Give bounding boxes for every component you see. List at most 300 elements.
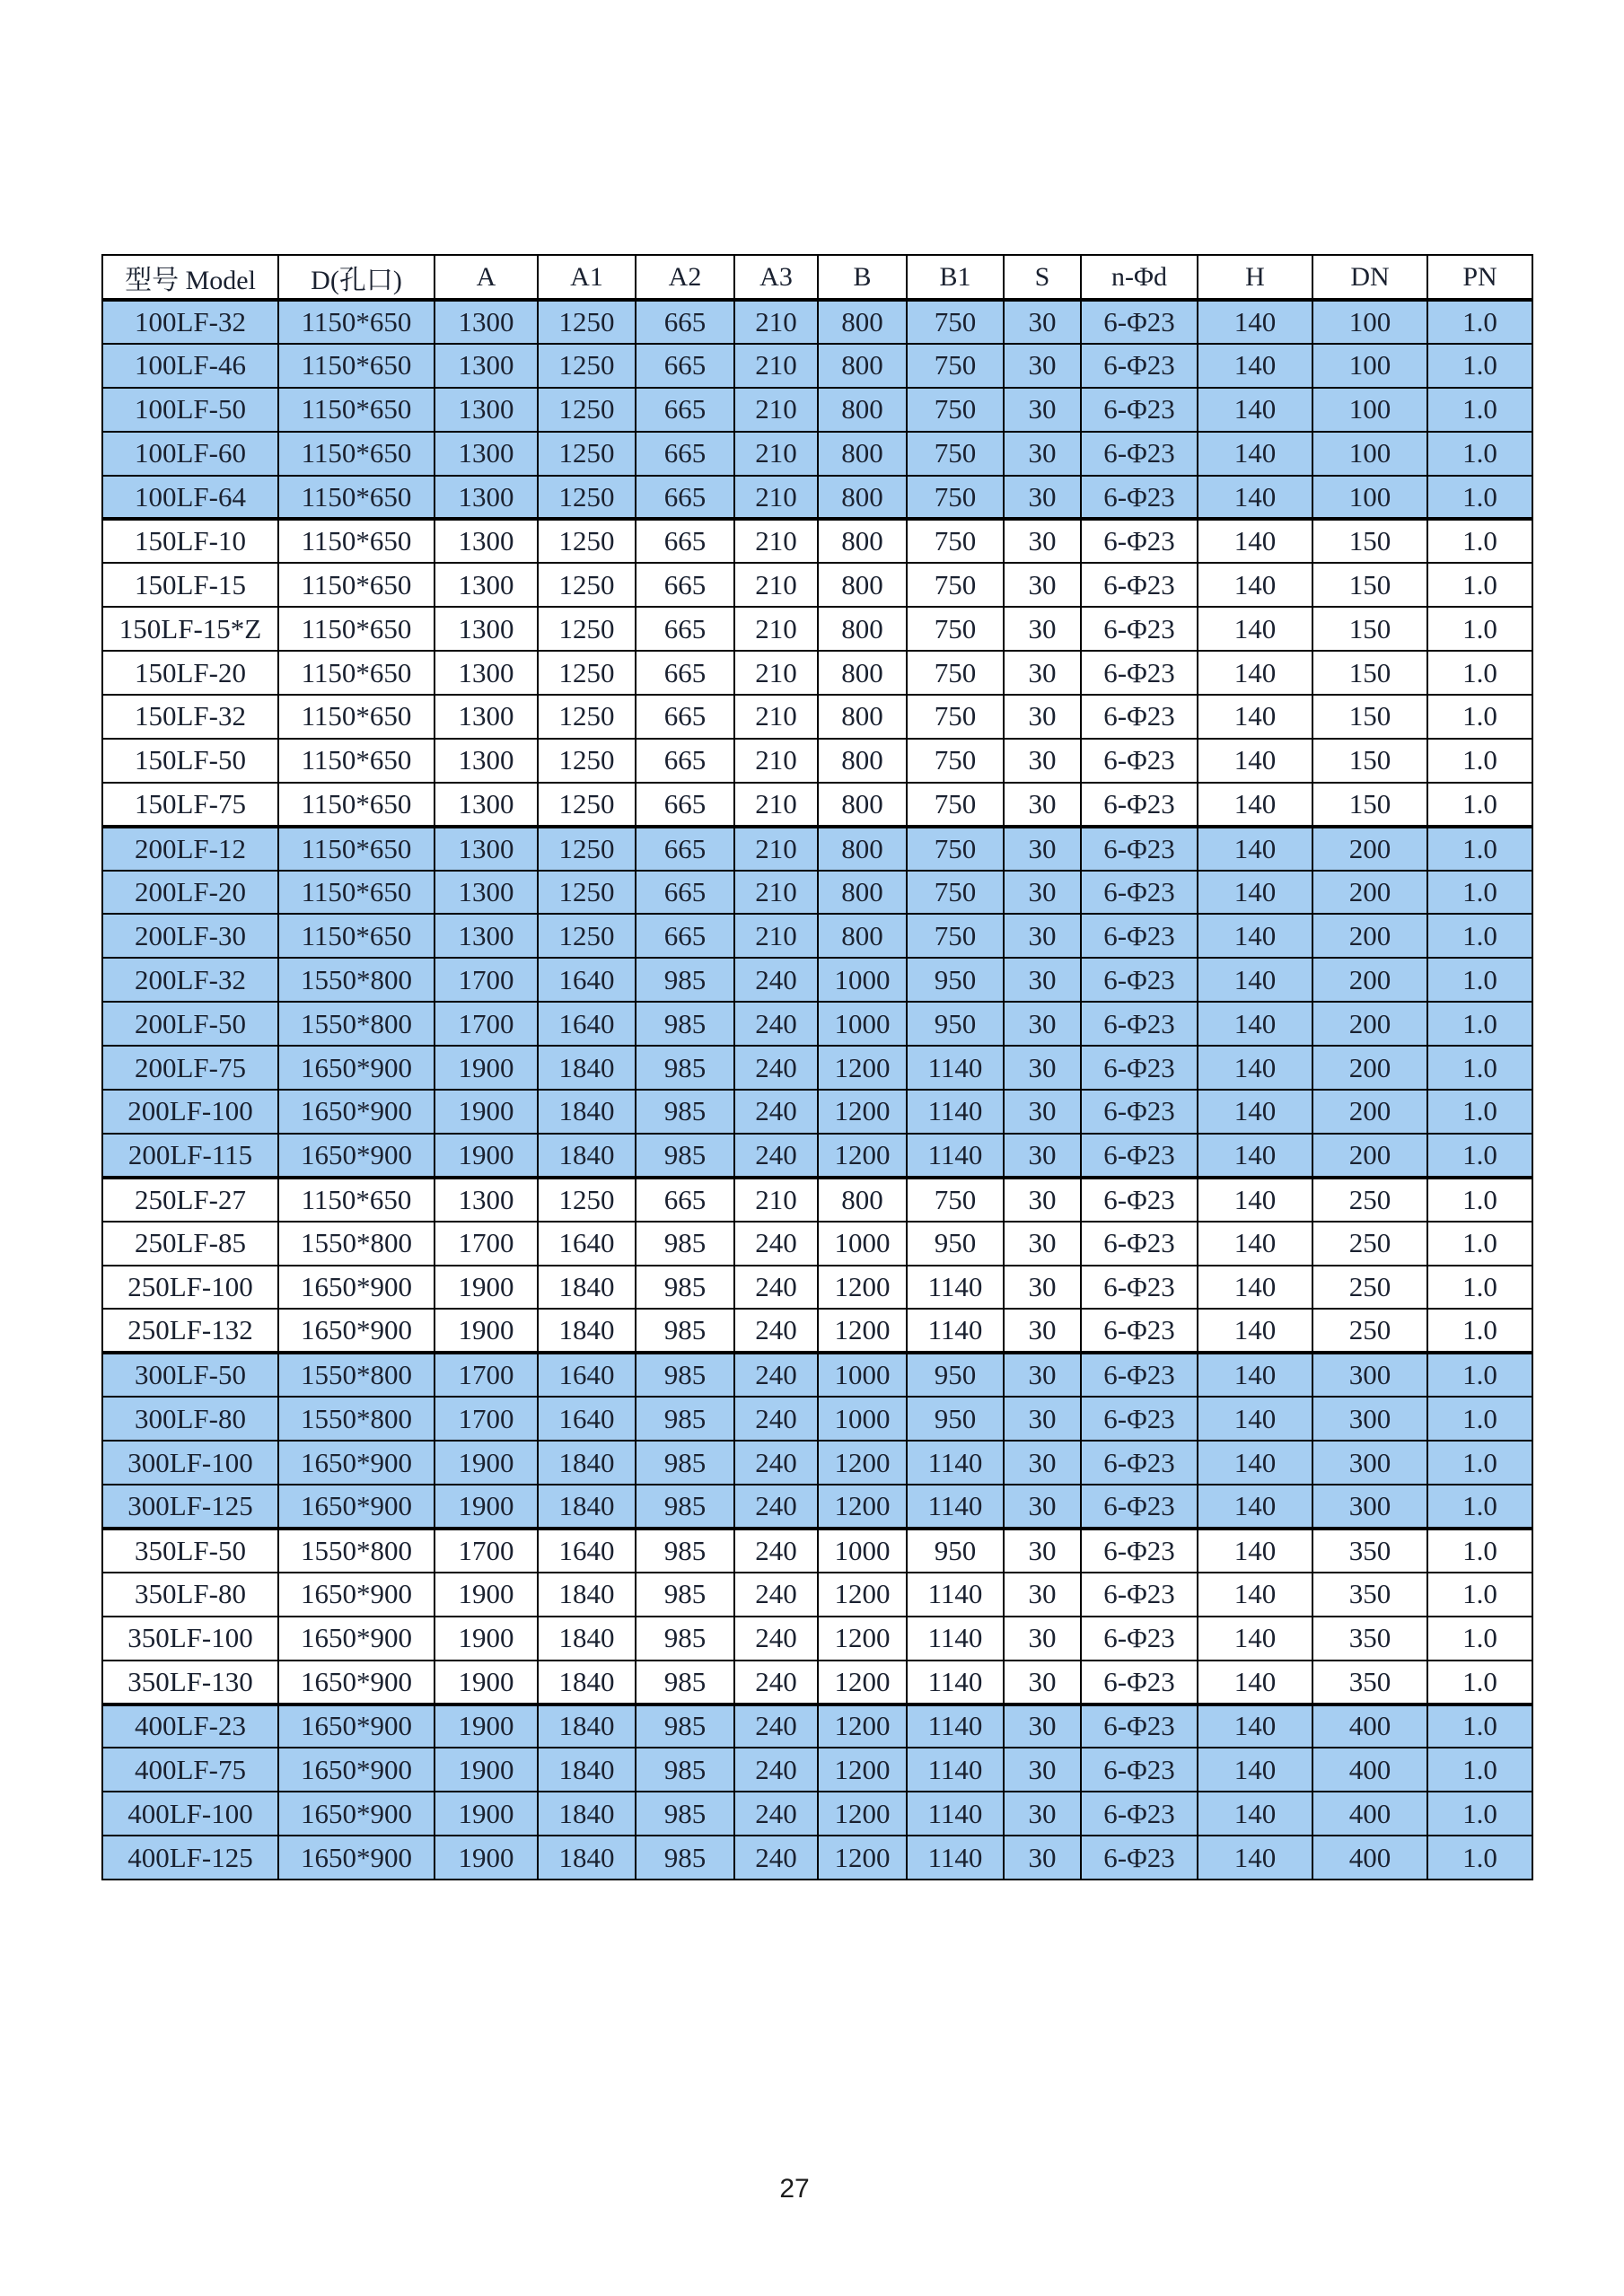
table-row: [102, 607, 1532, 651]
table-cell: 150: [1312, 651, 1427, 695]
model-cell: 250LF-132: [102, 1309, 278, 1353]
table-cell: 750: [907, 519, 1004, 563]
header-cell: A1: [538, 255, 636, 300]
table-cell: 1150*650: [278, 432, 435, 476]
table-cell: 1250: [538, 344, 636, 388]
table-cell: 140: [1198, 1617, 1312, 1661]
table-cell: 6-Φ23: [1081, 1485, 1198, 1529]
model-cell: 100LF-64: [102, 476, 278, 520]
table-cell: 800: [818, 607, 907, 651]
table-cell: 800: [818, 1178, 907, 1222]
table-cell: 1200: [818, 1485, 907, 1529]
table-cell: 800: [818, 651, 907, 695]
table-cell: 140: [1198, 1002, 1312, 1046]
table-cell: 140: [1198, 1178, 1312, 1222]
table-cell: 1200: [818, 1134, 907, 1178]
table-cell: 1650*900: [278, 1836, 435, 1880]
table-cell: 665: [636, 344, 734, 388]
model-cell: 100LF-50: [102, 388, 278, 432]
table-cell: 1900: [435, 1046, 538, 1090]
table-cell: 1200: [818, 1309, 907, 1353]
table-cell: 140: [1198, 1485, 1312, 1529]
table-cell: 100: [1312, 344, 1427, 388]
table-cell: 1.0: [1427, 1836, 1532, 1880]
table-cell: 1150*650: [278, 563, 435, 607]
table-cell: 1900: [435, 1617, 538, 1661]
model-cell: 200LF-50: [102, 1002, 278, 1046]
table-cell: 1250: [538, 432, 636, 476]
table-cell: 1140: [907, 1134, 1004, 1178]
table-row: [102, 1266, 1532, 1310]
table-cell: 1150*650: [278, 651, 435, 695]
table-cell: 1900: [435, 1441, 538, 1485]
table-cell: 30: [1004, 1573, 1081, 1617]
table-cell: 6-Φ23: [1081, 1353, 1198, 1397]
table-cell: 140: [1198, 1661, 1312, 1704]
table-cell: 1650*900: [278, 1046, 435, 1090]
table-cell: 750: [907, 563, 1004, 607]
table-cell: 240: [734, 1661, 818, 1704]
model-cell: 200LF-20: [102, 871, 278, 915]
table-cell: 1700: [435, 1397, 538, 1441]
model-cell: 300LF-100: [102, 1441, 278, 1485]
table-cell: 300: [1312, 1353, 1427, 1397]
header-cell: H: [1198, 255, 1312, 300]
table-cell: 985: [636, 1002, 734, 1046]
table-cell: 1840: [538, 1836, 636, 1880]
table-cell: 240: [734, 1704, 818, 1748]
table-cell: 1640: [538, 1353, 636, 1397]
table-cell: 140: [1198, 783, 1312, 827]
table-cell: 1300: [435, 476, 538, 520]
table-cell: 150: [1312, 695, 1427, 739]
table-cell: 1150*650: [278, 607, 435, 651]
table-row: [102, 958, 1532, 1002]
table-cell: 1650*900: [278, 1266, 435, 1310]
table-cell: 210: [734, 783, 818, 827]
table-cell: 1.0: [1427, 783, 1532, 827]
model-cell: 200LF-75: [102, 1046, 278, 1090]
table-cell: 1300: [435, 344, 538, 388]
table-row: [102, 871, 1532, 915]
table-cell: 1250: [538, 783, 636, 827]
model-cell: 300LF-80: [102, 1397, 278, 1441]
table-cell: 1550*800: [278, 1353, 435, 1397]
table-cell: 1.0: [1427, 1792, 1532, 1836]
table-cell: 1200: [818, 1266, 907, 1310]
table-cell: 665: [636, 563, 734, 607]
table-cell: 240: [734, 1441, 818, 1485]
table-cell: 140: [1198, 1441, 1312, 1485]
table-cell: 1300: [435, 651, 538, 695]
table-cell: 1300: [435, 300, 538, 344]
table-cell: 6-Φ23: [1081, 1661, 1198, 1704]
table-cell: 750: [907, 651, 1004, 695]
table-cell: 1140: [907, 1704, 1004, 1748]
table-cell: 1900: [435, 1266, 538, 1310]
table-cell: 30: [1004, 1529, 1081, 1573]
table-cell: 1.0: [1427, 1617, 1532, 1661]
table-cell: 1000: [818, 1397, 907, 1441]
table-cell: 1700: [435, 1222, 538, 1266]
table-cell: 1.0: [1427, 1748, 1532, 1792]
table-cell: 1300: [435, 607, 538, 651]
table-cell: 30: [1004, 1178, 1081, 1222]
table-cell: 1.0: [1427, 1090, 1532, 1134]
table-cell: 6-Φ23: [1081, 1836, 1198, 1880]
table-cell: 400: [1312, 1704, 1427, 1748]
table-row: [102, 1485, 1532, 1529]
table-cell: 1250: [538, 607, 636, 651]
table-cell: 985: [636, 1704, 734, 1748]
table-cell: 1140: [907, 1090, 1004, 1134]
table-cell: 1250: [538, 871, 636, 915]
table-row: [102, 519, 1532, 563]
table-cell: 750: [907, 739, 1004, 783]
table-cell: 1.0: [1427, 344, 1532, 388]
table-cell: 100: [1312, 300, 1427, 344]
table-cell: 6-Φ23: [1081, 607, 1198, 651]
table-cell: 140: [1198, 607, 1312, 651]
table-row: [102, 1661, 1532, 1704]
table-cell: 210: [734, 871, 818, 915]
table-cell: 1.0: [1427, 1046, 1532, 1090]
table-cell: 1.0: [1427, 1397, 1532, 1441]
model-cell: 350LF-80: [102, 1573, 278, 1617]
table-cell: 250: [1312, 1266, 1427, 1310]
table-cell: 30: [1004, 1748, 1081, 1792]
table-cell: 140: [1198, 1309, 1312, 1353]
table-cell: 1140: [907, 1573, 1004, 1617]
table-row: [102, 300, 1532, 344]
table-cell: 100: [1312, 476, 1427, 520]
table-cell: 800: [818, 695, 907, 739]
table-row: [102, 1002, 1532, 1046]
table-cell: 1.0: [1427, 1704, 1532, 1748]
table-cell: 140: [1198, 476, 1312, 520]
table-cell: 140: [1198, 695, 1312, 739]
table-cell: 140: [1198, 300, 1312, 344]
table-cell: 1150*650: [278, 739, 435, 783]
table-cell: 750: [907, 914, 1004, 958]
table-cell: 210: [734, 827, 818, 871]
table-cell: 1150*650: [278, 827, 435, 871]
model-cell: 250LF-100: [102, 1266, 278, 1310]
table-cell: 1200: [818, 1704, 907, 1748]
table-cell: 140: [1198, 827, 1312, 871]
table-cell: 750: [907, 783, 1004, 827]
table-cell: 1250: [538, 300, 636, 344]
model-cell: 400LF-23: [102, 1704, 278, 1748]
table-cell: 985: [636, 1617, 734, 1661]
table-cell: 140: [1198, 1090, 1312, 1134]
header-cell: DN: [1312, 255, 1427, 300]
table-cell: 30: [1004, 607, 1081, 651]
table-cell: 140: [1198, 1266, 1312, 1310]
table-row: [102, 1617, 1532, 1661]
table-cell: 1140: [907, 1617, 1004, 1661]
table-cell: 30: [1004, 476, 1081, 520]
table-cell: 400: [1312, 1836, 1427, 1880]
table-cell: 985: [636, 1792, 734, 1836]
table-cell: 140: [1198, 1397, 1312, 1441]
table-cell: 1200: [818, 1090, 907, 1134]
table-cell: 1900: [435, 1309, 538, 1353]
table-cell: 140: [1198, 432, 1312, 476]
table-cell: 210: [734, 607, 818, 651]
table-cell: 750: [907, 871, 1004, 915]
table-cell: 665: [636, 476, 734, 520]
table-row: [102, 1046, 1532, 1090]
model-cell: 150LF-15: [102, 563, 278, 607]
table-cell: 30: [1004, 300, 1081, 344]
table-cell: 1300: [435, 739, 538, 783]
table-cell: 1250: [538, 695, 636, 739]
table-cell: 1840: [538, 1661, 636, 1704]
table-cell: 6-Φ23: [1081, 432, 1198, 476]
model-cell: 200LF-30: [102, 914, 278, 958]
spec-table: [101, 254, 1533, 1880]
table-cell: 6-Φ23: [1081, 1529, 1198, 1573]
table-cell: 210: [734, 344, 818, 388]
table-cell: 750: [907, 695, 1004, 739]
table-cell: 1200: [818, 1836, 907, 1880]
table-cell: 800: [818, 388, 907, 432]
table-cell: 400: [1312, 1792, 1427, 1836]
model-cell: 200LF-12: [102, 827, 278, 871]
table-cell: 1200: [818, 1046, 907, 1090]
table-cell: 1650*900: [278, 1441, 435, 1485]
table-cell: 1150*650: [278, 695, 435, 739]
model-cell: 200LF-32: [102, 958, 278, 1002]
table-cell: 1140: [907, 1748, 1004, 1792]
table-cell: 200: [1312, 1134, 1427, 1178]
table-cell: 1640: [538, 1397, 636, 1441]
header-cell: 型号 Model: [102, 255, 278, 300]
table-cell: 300: [1312, 1441, 1427, 1485]
table-row: [102, 739, 1532, 783]
table-cell: 665: [636, 388, 734, 432]
table-cell: 30: [1004, 1485, 1081, 1529]
table-cell: 1140: [907, 1309, 1004, 1353]
table-cell: 30: [1004, 914, 1081, 958]
table-cell: 800: [818, 344, 907, 388]
table-cell: 6-Φ23: [1081, 871, 1198, 915]
table-cell: 240: [734, 1792, 818, 1836]
table-cell: 1140: [907, 1792, 1004, 1836]
table-cell: 6-Φ23: [1081, 1134, 1198, 1178]
table-cell: 985: [636, 1573, 734, 1617]
table-row: [102, 1397, 1532, 1441]
table-cell: 1650*900: [278, 1792, 435, 1836]
table-cell: 30: [1004, 783, 1081, 827]
table-cell: 665: [636, 739, 734, 783]
table-cell: 985: [636, 1090, 734, 1134]
table-cell: 140: [1198, 914, 1312, 958]
table-cell: 985: [636, 1266, 734, 1310]
table-cell: 1.0: [1427, 1529, 1532, 1573]
table-cell: 1900: [435, 1836, 538, 1880]
table-cell: 985: [636, 1748, 734, 1792]
table-cell: 1140: [907, 1441, 1004, 1485]
table-cell: 1840: [538, 1485, 636, 1529]
table-cell: 30: [1004, 651, 1081, 695]
table-cell: 210: [734, 739, 818, 783]
table-cell: 6-Φ23: [1081, 1046, 1198, 1090]
table-row: [102, 1573, 1532, 1617]
table-cell: 140: [1198, 1704, 1312, 1748]
table-cell: 30: [1004, 1441, 1081, 1485]
table-cell: 30: [1004, 958, 1081, 1002]
table-cell: 6-Φ23: [1081, 1397, 1198, 1441]
table-cell: 30: [1004, 1222, 1081, 1266]
table-cell: 30: [1004, 739, 1081, 783]
model-cell: 300LF-50: [102, 1353, 278, 1397]
table-row: [102, 563, 1532, 607]
table-cell: 240: [734, 1397, 818, 1441]
model-cell: 300LF-125: [102, 1485, 278, 1529]
table-row: [102, 1704, 1532, 1748]
table-cell: 1.0: [1427, 476, 1532, 520]
table-cell: 140: [1198, 1134, 1312, 1178]
table-cell: 1140: [907, 1046, 1004, 1090]
table-cell: 1150*650: [278, 476, 435, 520]
table-cell: 1700: [435, 1002, 538, 1046]
table-cell: 1640: [538, 1002, 636, 1046]
table-cell: 665: [636, 914, 734, 958]
table-cell: 1.0: [1427, 1002, 1532, 1046]
table-cell: 1840: [538, 1266, 636, 1310]
model-cell: 400LF-125: [102, 1836, 278, 1880]
table-cell: 6-Φ23: [1081, 1178, 1198, 1222]
table-cell: 6-Φ23: [1081, 1441, 1198, 1485]
table-cell: 985: [636, 1485, 734, 1529]
table-cell: 150: [1312, 607, 1427, 651]
table-cell: 140: [1198, 739, 1312, 783]
model-cell: 100LF-60: [102, 432, 278, 476]
header-cell: B: [818, 255, 907, 300]
table-cell: 800: [818, 476, 907, 520]
table-cell: 30: [1004, 1090, 1081, 1134]
table-cell: 750: [907, 607, 1004, 651]
table-cell: 140: [1198, 563, 1312, 607]
table-cell: 1.0: [1427, 1661, 1532, 1704]
table-cell: 1140: [907, 1661, 1004, 1704]
table-cell: 6-Φ23: [1081, 1309, 1198, 1353]
table-cell: 1200: [818, 1661, 907, 1704]
table-cell: 250: [1312, 1222, 1427, 1266]
table-cell: 1150*650: [278, 344, 435, 388]
table-cell: 1.0: [1427, 695, 1532, 739]
table-cell: 750: [907, 344, 1004, 388]
table-cell: 1.0: [1427, 1353, 1532, 1397]
table-cell: 6-Φ23: [1081, 1266, 1198, 1310]
table-cell: 250: [1312, 1178, 1427, 1222]
table-cell: 1900: [435, 1573, 538, 1617]
table-cell: 1550*800: [278, 1397, 435, 1441]
header-cell: A: [435, 255, 538, 300]
table-cell: 240: [734, 1485, 818, 1529]
table-cell: 800: [818, 783, 907, 827]
table-row: [102, 1792, 1532, 1836]
table-row: [102, 1529, 1532, 1573]
table-cell: 1300: [435, 519, 538, 563]
table-cell: 750: [907, 476, 1004, 520]
table-cell: 210: [734, 695, 818, 739]
table-cell: 1.0: [1427, 739, 1532, 783]
table-row: [102, 1353, 1532, 1397]
table-cell: 1900: [435, 1134, 538, 1178]
table-cell: 6-Φ23: [1081, 1090, 1198, 1134]
table-body: [102, 300, 1532, 1880]
table-cell: 100: [1312, 432, 1427, 476]
table-cell: 30: [1004, 1353, 1081, 1397]
table-row: [102, 1836, 1532, 1880]
table-cell: 1300: [435, 914, 538, 958]
table-cell: 1300: [435, 695, 538, 739]
model-cell: 250LF-85: [102, 1222, 278, 1266]
model-cell: 150LF-20: [102, 651, 278, 695]
table-cell: 200: [1312, 1046, 1427, 1090]
table-cell: 1550*800: [278, 1529, 435, 1573]
table-cell: 1300: [435, 1178, 538, 1222]
table-cell: 140: [1198, 1573, 1312, 1617]
table-cell: 30: [1004, 519, 1081, 563]
table-cell: 150: [1312, 739, 1427, 783]
table-cell: 1250: [538, 739, 636, 783]
table-cell: 1.0: [1427, 1573, 1532, 1617]
table-cell: 400: [1312, 1748, 1427, 1792]
table-cell: 665: [636, 1178, 734, 1222]
model-cell: 100LF-46: [102, 344, 278, 388]
table-cell: 665: [636, 827, 734, 871]
table-cell: 985: [636, 1353, 734, 1397]
table-cell: 1650*900: [278, 1090, 435, 1134]
table-cell: 30: [1004, 1704, 1081, 1748]
table-cell: 210: [734, 388, 818, 432]
table-cell: 6-Φ23: [1081, 651, 1198, 695]
table-cell: 1000: [818, 1002, 907, 1046]
table-cell: 1900: [435, 1485, 538, 1529]
table-cell: 30: [1004, 1046, 1081, 1090]
table-cell: 985: [636, 1309, 734, 1353]
table-row: [102, 827, 1532, 871]
table-cell: 750: [907, 388, 1004, 432]
table-cell: 140: [1198, 1353, 1312, 1397]
table-cell: 1900: [435, 1661, 538, 1704]
table-cell: 985: [636, 1046, 734, 1090]
table-cell: 300: [1312, 1485, 1427, 1529]
table-cell: 1.0: [1427, 914, 1532, 958]
table-cell: 240: [734, 1836, 818, 1880]
table-cell: 985: [636, 1397, 734, 1441]
table-cell: 1840: [538, 1309, 636, 1353]
table-cell: 1150*650: [278, 1178, 435, 1222]
table-cell: 1200: [818, 1617, 907, 1661]
table-cell: 350: [1312, 1573, 1427, 1617]
table-cell: 210: [734, 651, 818, 695]
table-cell: 1.0: [1427, 563, 1532, 607]
table-cell: 210: [734, 1178, 818, 1222]
table-cell: 30: [1004, 1836, 1081, 1880]
table-cell: 1200: [818, 1748, 907, 1792]
table-cell: 6-Φ23: [1081, 563, 1198, 607]
table-cell: 1150*650: [278, 388, 435, 432]
model-cell: 200LF-100: [102, 1090, 278, 1134]
table-cell: 950: [907, 1002, 1004, 1046]
table-cell: 140: [1198, 1046, 1312, 1090]
table-cell: 1650*900: [278, 1704, 435, 1748]
